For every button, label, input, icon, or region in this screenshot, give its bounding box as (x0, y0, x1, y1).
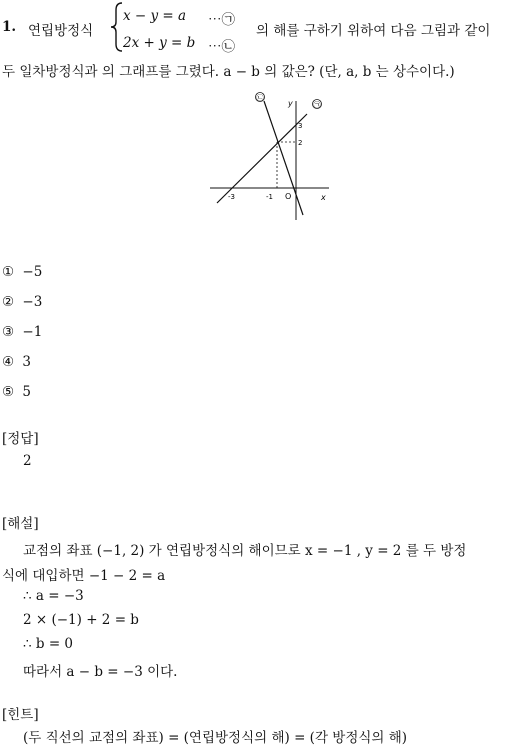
label-line-1: ㉠ (313, 101, 321, 109)
explanation-line-6: 따라서 a − b = −3 이다. (23, 664, 178, 680)
equation-2: 2x + y = b (123, 35, 196, 51)
tick-x-minus-3: -3 (228, 193, 235, 201)
equation-1-mark: ⋯㉠ (208, 12, 235, 28)
explanation-line-1: 교점의 좌표 (−1, 2) 가 연립방정식의 해이므로 x = −1 , y = 2 를 두 방정 (23, 543, 467, 559)
label-line-2: ㉡ (256, 94, 264, 102)
choice-1[interactable] (2, 264, 42, 280)
line-1 (217, 114, 307, 203)
hint-heading: [힌트] (2, 707, 39, 723)
equation-2-mark: ⋯㉡ (208, 39, 235, 55)
origin-label: O (285, 192, 292, 201)
choice-5-mark: ⑤ (2, 384, 15, 400)
choice-5-value: 5 (22, 384, 31, 400)
y-axis-label: y (288, 99, 293, 108)
explanation-heading: [해설] (2, 516, 39, 532)
explanation-line-2: 식에 대입하면 −1 − 2 = a (2, 568, 166, 584)
choice-2-mark: ② (2, 294, 15, 310)
equation-1: x − y = a (123, 8, 187, 24)
choice-4-mark: ④ (2, 354, 15, 370)
tick-y-2: 2 (298, 139, 303, 147)
tick-x-minus-1: -1 (266, 193, 273, 201)
graph-figure (205, 88, 335, 227)
answer-heading: [정답] (2, 431, 39, 447)
choice-4-value: 3 (22, 354, 31, 370)
tick-y-3: 3 (298, 122, 303, 130)
explanation-line-3: ∴ a = −3 (23, 588, 84, 604)
answer-value: 2 (23, 453, 32, 469)
choice-4[interactable] (2, 354, 31, 370)
hint-line-1: (두 직선의 교점의 좌표) = (연립방정식의 해) = (각 방정식의 해) (23, 730, 408, 746)
choice-3-value: −1 (22, 324, 43, 340)
problem-line2: 두 일차방정식과 의 그래프를 그렸다. a − b 의 값은? (단, a, b 는 상수이다.) (2, 64, 455, 80)
choice-3-mark: ③ (2, 324, 15, 340)
choice-2[interactable] (2, 294, 42, 310)
system-brace (110, 2, 124, 56)
choice-3[interactable] (2, 324, 42, 340)
explanation-line-4: 2 × (−1) + 2 = b (23, 612, 139, 628)
problem-intro: 연립방정식 (28, 23, 94, 39)
choice-5[interactable] (2, 384, 31, 400)
x-axis-label: x (321, 193, 326, 202)
problem-number: 1. (2, 19, 17, 35)
explanation-line-5: ∴ b = 0 (23, 636, 74, 652)
choice-1-value: −5 (22, 264, 43, 280)
problem-line1-rest: 의 해를 구하기 위하여 다음 그림과 같이 (256, 23, 491, 39)
choice-1-mark: ① (2, 264, 15, 280)
choice-2-value: −3 (22, 294, 43, 310)
